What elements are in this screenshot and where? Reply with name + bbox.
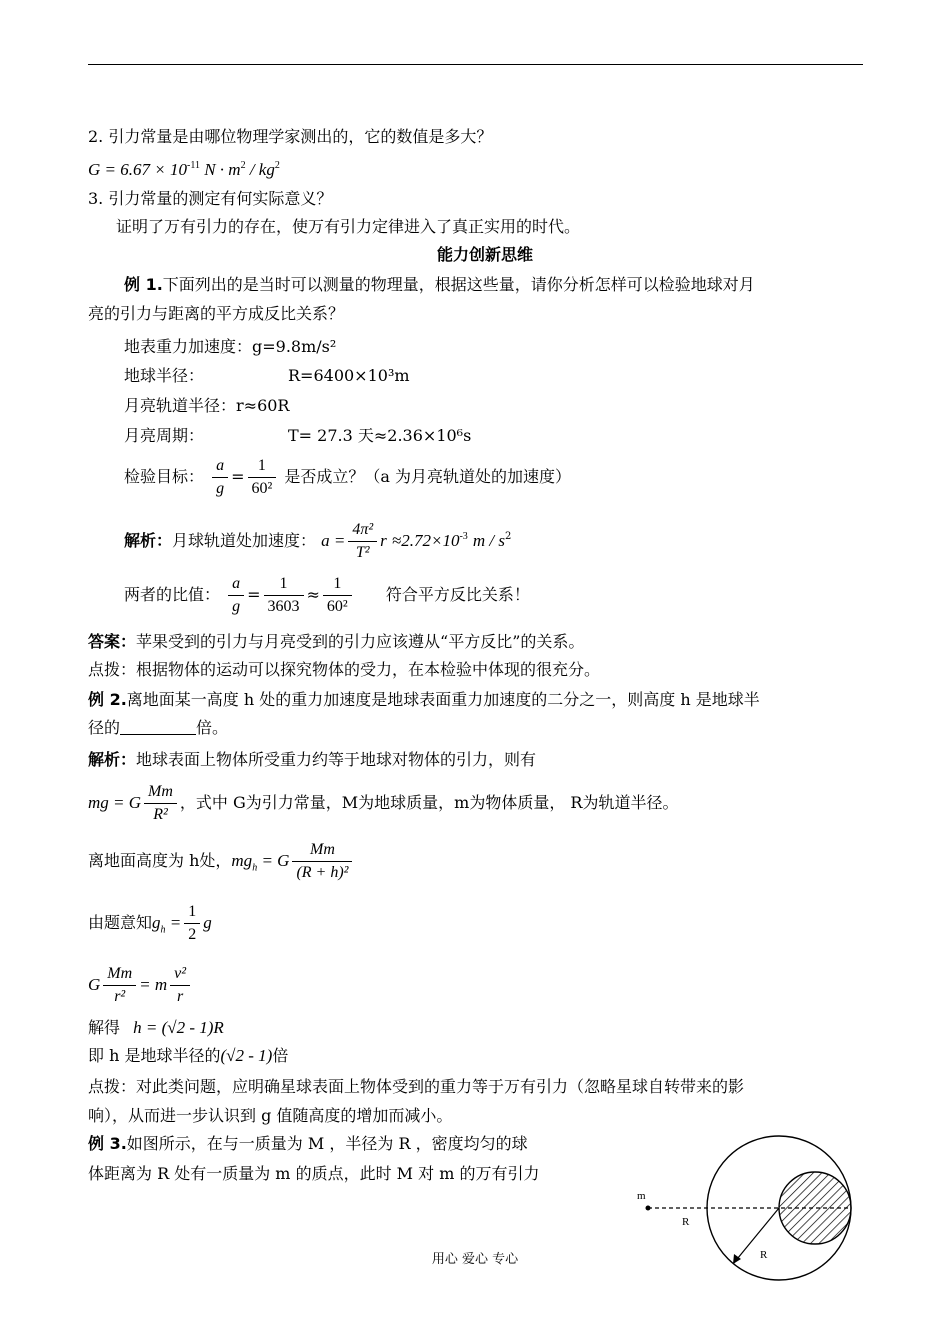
label-m: m: [637, 1190, 646, 1202]
ex1-answer: 答案：苹果受到的引力与月亮受到的引力应该遵从“平方反比”的关系。: [88, 632, 585, 651]
ex1-item-radius: 地球半径： R=6400×10³m: [124, 366, 410, 385]
ex1-note: 点拨：根据物体的运动可以探究物体的受力，在本检验中体现的很充分。: [88, 660, 601, 679]
ex1-analysis: 解析：月球轨道处加速度： a = $\frac{\text{4π²}}{\text{T²}}$ $r \approx 2.72\times 10^{-3}$ m / $s^2$: [124, 521, 512, 561]
ex2-text2: 径的 倍。: [88, 718, 229, 737]
ex1-text2: 亮的引力与距离的平方成反比关系？: [88, 304, 345, 323]
ex2-eq3: 由题意知$g_h$ = $\frac{1}{2}$ g: [88, 903, 212, 943]
ex2-solve: 解得 h = (√2 - 1)R: [88, 1018, 224, 1037]
ex2-conclusion: 即 h 是地球半径的(√2 - 1)倍: [88, 1046, 289, 1065]
q2-formula: $G = 6.67 \times 10^{-11}$ $N \cdot m^2 / kg^2$: [88, 160, 280, 179]
ex1-ratio: 两者的比值： $\frac{a}{g}$ = $\frac{1}{3603}$ ≈ $\frac{1}{\text{60²}}$ 符合平方反比关系！: [124, 575, 530, 615]
mass-point: [646, 1206, 651, 1211]
ex2-eq4: G $\frac{Mm}{\text{r²}}$ = m $\frac{\text{v²}}{r}$: [88, 962, 193, 1008]
ex1-target: 检验目标： $\frac{a}{g}$ = $\frac{1}{\text{60²}}$ 是否成立？（a 为月亮轨道处的加速度）: [124, 457, 572, 497]
ex2-analysis: 解析：地球表面上物体所受重力约等于地球对物体的引力，则有: [88, 750, 537, 769]
q3-answer: 证明了万有引力的存在，使万有引力定律进入了真正实用的时代。: [116, 217, 581, 236]
header-rule: [88, 64, 863, 65]
ex3-text2: 体距离为 R 处有一质量为 m 的质点，此时 M 对 m 的万有引力: [88, 1164, 540, 1183]
ex2-note1: 点拨：对此类问题，应明确星球表面上物体受到的重力等于万有引力（忽略星球自转带来的影: [88, 1077, 745, 1096]
ex1-item-gravity: 地表重力加速度：g=9.8m/s²: [124, 337, 337, 356]
label-R-radius: R: [760, 1249, 768, 1261]
q3-question: 3. 引力常量的测定有何实际意义？: [88, 189, 333, 208]
answer-blank[interactable]: [120, 720, 196, 735]
ex3-text1: 例 3.如图所示，在与一质量为 M ，半径为 R ，密度均匀的球: [88, 1134, 528, 1153]
section-title: 能力创新思维: [437, 245, 534, 264]
ex1-item-period: 月亮周期： T= 27.3 天≈2.36×10⁶s: [124, 426, 472, 445]
ex2-text1: 例 2.离地面某一高度 h 处的重力加速度是地球表面重力加速度的二分之一，则高度 h 是地球半: [88, 690, 760, 709]
ex1-text1: 例 1.下面列出的是当时可以测量的物理量，根据这些量，请你分析怎样可以检验地球对月: [124, 275, 755, 294]
label-R-distance: R: [682, 1216, 690, 1228]
ex2-eq2: 离地面高度为 h处，$mg_h = G$ $\frac{Mm}{\text{(R + h)²}}$: [88, 838, 355, 891]
ex2-note2: 响），从而进一步认识到 g 值随高度的增加而减小。: [88, 1106, 453, 1125]
page-footer: 用心 爱心 专心: [431, 1252, 519, 1267]
ex2-eq1: mg = G $\frac{Mm}{\text{R²}}$ ，式中 G为引力常量，M为地球质量，m为物体质量， R为轨道半径。: [88, 783, 679, 823]
ex1-item-orbit: 月亮轨道半径：r≈60R: [124, 396, 290, 415]
q2-question: 2. 引力常量是由哪位物理学家测出的，它的数值是多大？: [88, 127, 493, 146]
